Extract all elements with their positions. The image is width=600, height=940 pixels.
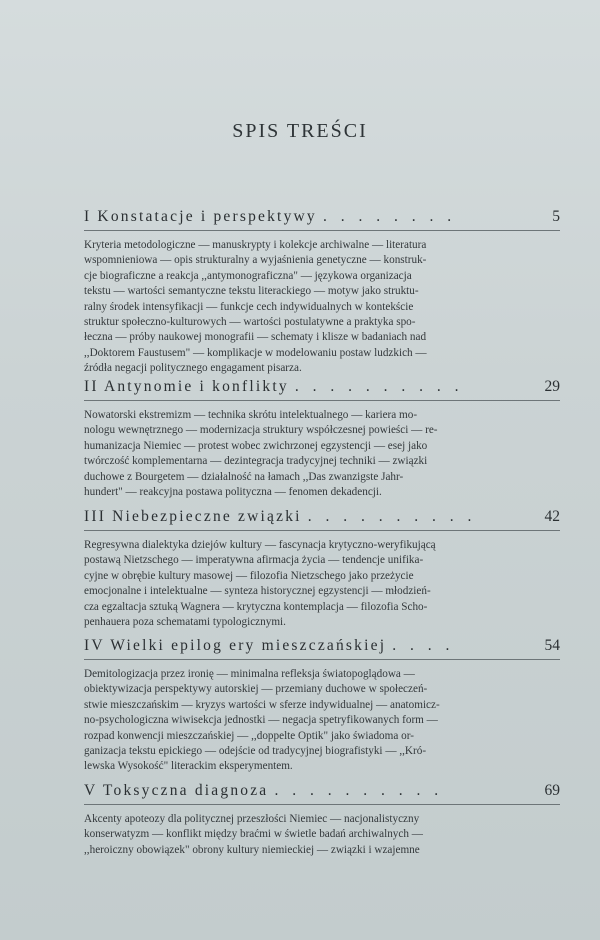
chapter-page-number: 54 [544,637,560,654]
toc-entry-1 [84,206,560,377]
chapter-title: I Konstatacje i perspektywy [84,208,317,225]
summary-line: humanizacja Niemiec — protest wobec zwichrzonej egzystencji — esej jako [84,439,428,452]
summary-line: źródła negacji politycznego engagament pisarza. [84,362,302,375]
toc-entry-2 [84,376,560,500]
summary-line: rozpad konwencji mieszczańskiej — ,,doppelte Optik" jako świadoma or- [84,729,414,742]
summary-line: twórczość komplementarna — dezintegracja tradycyjnej techniki — związki [84,455,428,468]
chapter-summary [84,667,560,775]
summary-line: Demitologizacja przez ironię — minimalna refleksja światopoglądowa — [84,668,415,680]
chapter-summary [84,408,560,500]
summary-line: ganizacja tekstu epickiego — odejście od tradycyjnej biografistyki — ,,Kró- [84,745,427,758]
summary-line: konserwatyzm — konflikt między braćmi w świetle badań archiwalnych — [84,828,423,841]
summary-line: Akcenty apoteozy dla politycznej przeszłości Niemiec — nacjonalistyczny [84,813,420,825]
summary-line: nologu wewnętrznego — modernizacja struktury współczesnej powieści — re- [84,424,438,437]
chapter-title: V Toksyczna diagnoza [84,782,269,799]
chapter-summary [84,238,560,377]
chapter-heading [84,376,560,401]
chapter-heading [84,780,560,805]
chapter-title: II Antynomie i konflikty [84,378,289,395]
summary-line: no-psychologiczna wiwisekcja jednostki — negacja spetryfikowanych form — [84,714,438,727]
toc-entry-3 [84,506,560,630]
leader-dots: . . . . [392,637,455,654]
leader-dots: . . . . . . . . [322,208,457,225]
chapter-page-number: 42 [544,508,560,525]
toc-entry-4 [84,635,560,775]
summary-line: penhauera poza schematami typologicznymi. [84,616,286,629]
summary-line: duchowe z Bourgetem — działalność na łamach ,,Das zwanzigste Jahr- [84,470,404,483]
summary-line: postawą Nietzschego — imperatywna afirmacja życia — tendencje unifika- [84,554,424,567]
summary-line: lewska Wysokość" literackim eksperymentem. [84,760,293,773]
chapter-title: III Niebezpieczne związki [84,508,302,525]
chapter-heading [84,635,560,660]
summary-line: cyjne w obrębie kultury masowej — filozofia Nietzschego jako przeżycie [84,569,414,582]
page-title: SPIS TREŚCI [232,120,368,142]
summary-line: tekstu — wartości semantyczne tekstu literackiego — motyw jako struktu- [84,285,419,298]
summary-line: struktur społeczno-kulturowych — wartości postulatywne a praktyka spo- [84,316,416,329]
chapter-summary [84,538,560,630]
toc-entry-5 [84,780,560,858]
chapter-heading [84,206,560,231]
leader-dots: . . . . . . . . . . [294,378,464,395]
chapter-page-number: 29 [544,378,560,395]
summary-line: stwie mieszczańskim — kryzys wartości w sferze indywidualnej — anatomicz- [84,698,440,711]
summary-line: cje biograficzne a reakcja ,,antymonograficzna" — językowa organizacja [84,269,412,282]
summary-line: Kryteria metodologiczne — manuskrypty i kolekcje archiwalne — literatura [84,239,427,251]
summary-line: wspomnieniowa — opis strukturalny a wyjaśnienia genetyczne — konstruk- [84,254,427,267]
summary-line: łeczna — próby naukowej monografii — schematy i klisze w badaniach nad [84,331,427,344]
summary-line: Regresywna dialektyka dziejów kultury — fascynacja krytyczno-weryfikującą [84,539,436,551]
leader-dots: . . . . . . . . . . [307,508,477,525]
summary-line: hundert" — reakcyjna postawa polityczna — fenomen dekadencji. [84,486,382,499]
summary-line: obiektywizacja perspektywy autorskiej — przemiany duchowe w społeczeń- [84,683,428,696]
summary-line: cza egzaltacja sztuką Wagnera — krytyczna kontemplacja — filozofia Scho- [84,600,428,613]
chapter-title: IV Wielki epilog ery mieszczańskiej [84,637,387,654]
summary-line: emocjonalne i intelektualne — synteza historycznej egzystencji — młodzień- [84,585,431,598]
chapter-summary [84,812,560,858]
summary-line: Nowatorski ekstremizm — technika skrótu intelektualnego — kariera mo- [84,409,418,421]
chapter-page-number: 69 [544,782,560,799]
summary-line: ralny środek intensyfikacji — funkcje cech indywidualnych w kontekście [84,300,414,313]
leader-dots: . . . . . . . . . . [274,782,444,799]
summary-line: ,,heroiczny obowiązek" obrony kultury niemieckiej — związki i wzajemne [84,843,420,856]
chapter-heading [84,506,560,531]
summary-line: ,,Doktorem Faustusem" — komplikacje w modelowaniu postaw ludzkich — [84,346,427,359]
chapter-page-number: 5 [552,208,560,225]
